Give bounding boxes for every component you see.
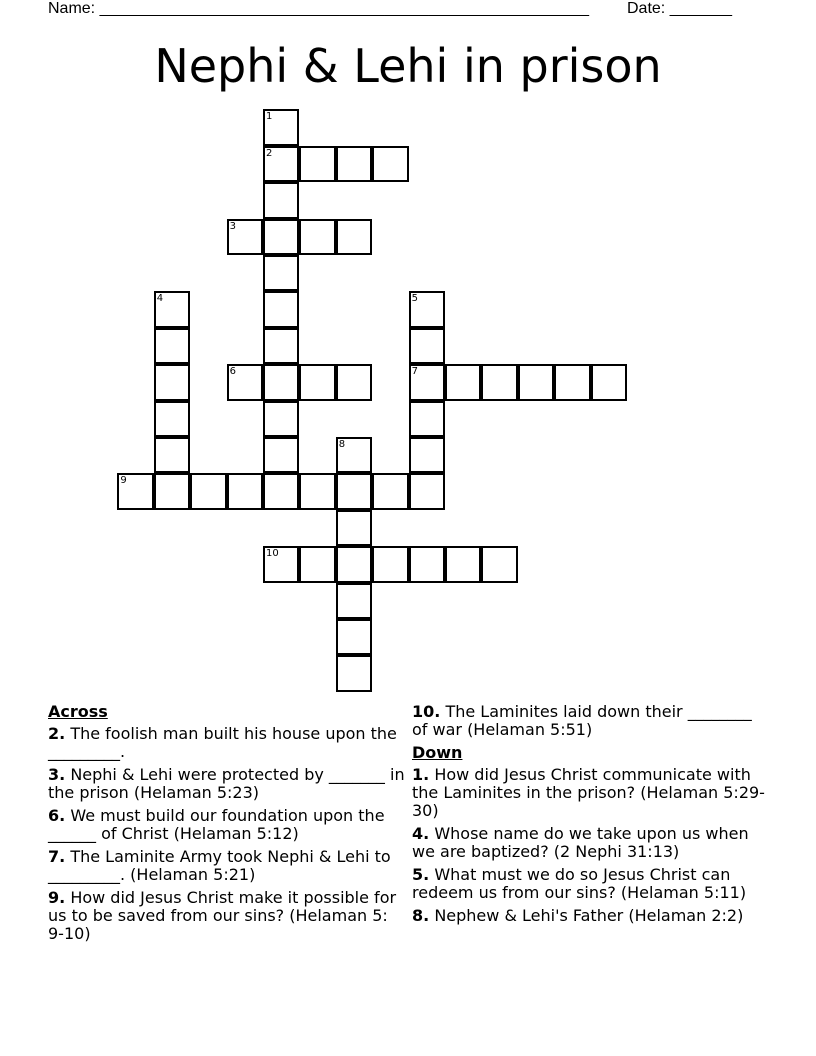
crossword-cell[interactable]: [481, 546, 517, 582]
clue-text: How did Jesus Christ communicate with the Laminites in the prison? (Helaman 5:29-30): [412, 765, 765, 820]
clue-down-5: [412, 866, 772, 902]
crossword-cell[interactable]: [154, 328, 190, 364]
clue-down-1: [412, 766, 772, 820]
clue-across-3: [48, 766, 408, 802]
clue-number: 9.: [48, 888, 66, 907]
cell-number: 10: [266, 548, 279, 560]
crossword-cell[interactable]: [263, 291, 299, 327]
crossword-cell[interactable]: [372, 473, 408, 509]
crossword-cell[interactable]: [336, 655, 372, 691]
crossword-cell[interactable]: [154, 473, 190, 509]
cell-number: 3: [229, 220, 236, 232]
crossword-cell[interactable]: [263, 146, 299, 182]
crossword-cell[interactable]: [336, 437, 372, 473]
crossword-cell[interactable]: [591, 364, 627, 400]
crossword-cell[interactable]: [336, 510, 372, 546]
cell-number: 4: [156, 293, 164, 305]
crossword-cell[interactable]: [409, 364, 445, 400]
clue-across-9: [48, 889, 408, 943]
crossword-cell[interactable]: [518, 364, 554, 400]
across-heading: Across: [48, 702, 108, 721]
cell-number: 6: [229, 366, 236, 378]
crossword-cell[interactable]: [336, 146, 372, 182]
crossword-cell[interactable]: [445, 364, 481, 400]
crossword-cell[interactable]: [227, 364, 263, 400]
clue-down-4: [412, 825, 772, 861]
cell-number: 5: [411, 293, 418, 305]
cell-number: 1: [266, 111, 273, 123]
crossword-cell[interactable]: [336, 219, 372, 255]
crossword-cell[interactable]: [154, 437, 190, 473]
cell-number: 9: [120, 475, 127, 487]
cell-number: 2: [266, 147, 273, 159]
clues-left-column: [48, 703, 408, 948]
clue-number: 5.: [412, 865, 430, 884]
crossword-cell[interactable]: [299, 473, 335, 509]
crossword-cell[interactable]: [263, 364, 299, 400]
crossword-cell[interactable]: [263, 546, 299, 582]
crossword-cell[interactable]: [299, 146, 335, 182]
crossword-cell[interactable]: [445, 546, 481, 582]
name-field-label: Name: _______________________________________________________: [48, 0, 589, 17]
crossword-cell[interactable]: [336, 619, 372, 655]
crossword-cell[interactable]: [263, 437, 299, 473]
clue-number: 1.: [412, 765, 430, 784]
crossword-cell[interactable]: [154, 401, 190, 437]
crossword-cell[interactable]: [409, 328, 445, 364]
crossword-cell[interactable]: [336, 473, 372, 509]
crossword-cell[interactable]: [154, 364, 190, 400]
clue-text: How did Jesus Christ make it possible for us to be saved from our sins? (Helaman 5: 9-10): [48, 888, 397, 943]
clue-text: What must we do so Jesus Christ can redeem us from our sins? (Helaman 5:11): [412, 865, 747, 902]
crossword-cell[interactable]: [263, 255, 299, 291]
crossword-cell[interactable]: [336, 546, 372, 582]
clue-text: The Laminites laid down their ________ of war (Helaman 5:51): [412, 702, 752, 739]
crossword-cell[interactable]: [263, 328, 299, 364]
crossword-cell[interactable]: [299, 546, 335, 582]
crossword-cell[interactable]: [409, 546, 445, 582]
crossword-cell[interactable]: [299, 219, 335, 255]
down-heading: Down: [412, 743, 463, 762]
clue-across-6: [48, 807, 408, 843]
clue-text: Whose name do we take upon us when we are baptized? (2 Nephi 31:13): [412, 824, 749, 861]
date-field-label: Date: _______: [627, 0, 732, 17]
clue-number: 4.: [412, 824, 430, 843]
crossword-cell[interactable]: [154, 291, 190, 327]
clue-number: 3.: [48, 765, 66, 784]
crossword-cell[interactable]: [190, 473, 226, 509]
crossword-cell[interactable]: [336, 364, 372, 400]
crossword-cell[interactable]: [336, 583, 372, 619]
clue-text: We must build our foundation upon the ______ of Christ (Helaman 5:12): [48, 806, 385, 843]
crossword-cell[interactable]: [299, 364, 335, 400]
clue-number: 8.: [412, 906, 430, 925]
crossword-cell[interactable]: [409, 473, 445, 509]
page-title: Nephi & Lehi in prison: [154, 39, 662, 93]
crossword-cell[interactable]: [481, 364, 517, 400]
crossword-cell[interactable]: [263, 182, 299, 218]
cell-number: 8: [338, 439, 346, 450]
crossword-cell[interactable]: [263, 219, 299, 255]
clue-number: 10.: [412, 702, 441, 721]
clue-number: 2.: [48, 724, 66, 743]
cell-number: 7: [411, 366, 418, 378]
clue-number: 6.: [48, 806, 66, 825]
clues-right-column: [412, 703, 772, 930]
clue-text: The Laminite Army took Nephi & Lehi to _________. (Helaman 5:21): [48, 847, 391, 884]
crossword-cell[interactable]: [117, 473, 153, 509]
crossword-cell[interactable]: [554, 364, 590, 400]
crossword-cell[interactable]: [263, 473, 299, 509]
clue-number: 7.: [48, 847, 66, 866]
crossword-cell[interactable]: [372, 546, 408, 582]
clue-down-8: [412, 907, 772, 925]
clue-text: Nephew & Lehi's Father (Helaman 2:2): [434, 906, 744, 925]
crossword-cell[interactable]: [409, 437, 445, 473]
crossword-cell[interactable]: [263, 109, 299, 145]
crossword-cell[interactable]: [409, 291, 445, 327]
crossword-cell[interactable]: [372, 146, 408, 182]
clue-across-2: [48, 725, 408, 761]
clue-text: Nephi & Lehi were protected by _______ in the prison (Helaman 5:23): [48, 765, 405, 802]
clue-across-10: [412, 703, 772, 739]
clue-text: The foolish man built his house upon the _________.: [48, 724, 397, 761]
clue-across-7: [48, 848, 408, 884]
crossword-cell[interactable]: [263, 401, 299, 437]
crossword-cell[interactable]: [227, 473, 263, 509]
crossword-cell[interactable]: [227, 219, 263, 255]
crossword-cell[interactable]: [409, 401, 445, 437]
